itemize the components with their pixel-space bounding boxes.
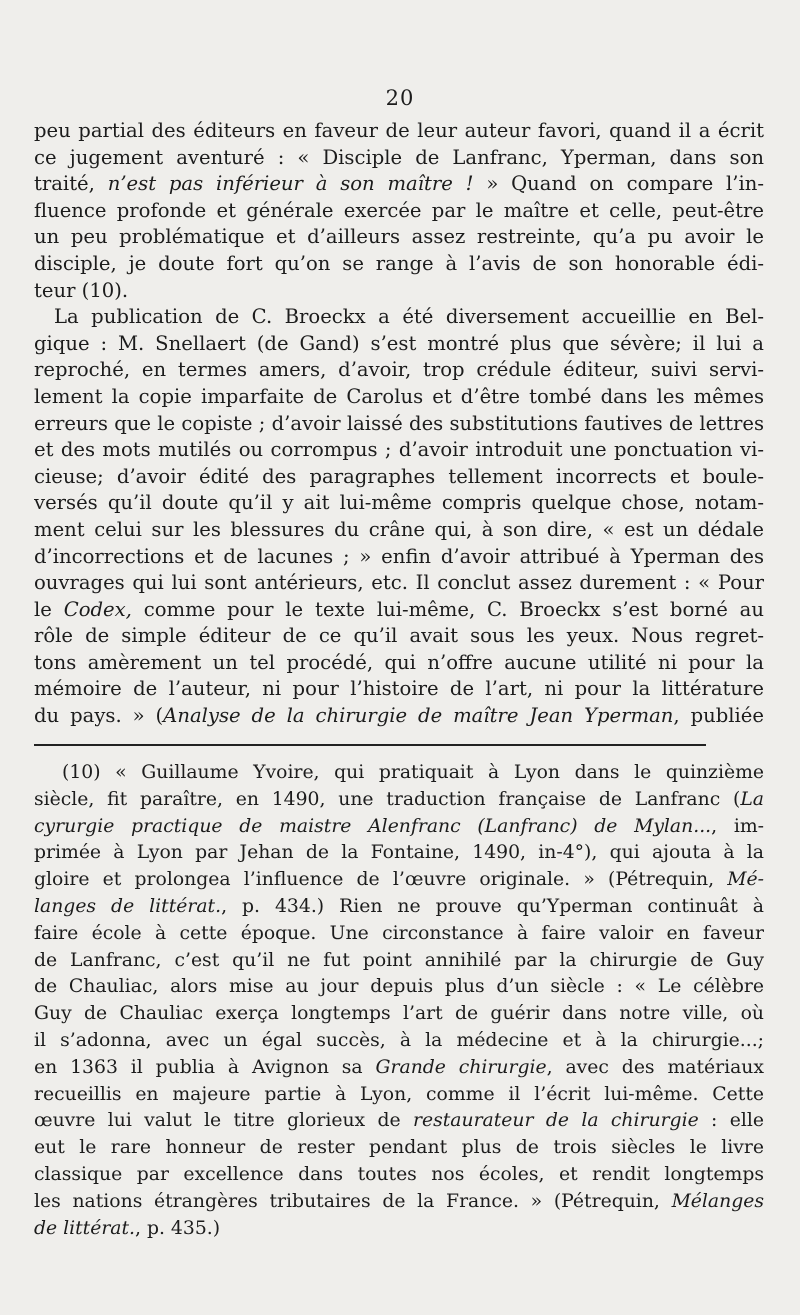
footnote-line: cyrurgie practique de maistre Alenfranc (Lanfranc) de Mylan..., im- bbox=[34, 815, 764, 837]
footnote-line: primée à Lyon par Jehan de la Fontaine, 1490, in-4°), qui ajouta à la bbox=[34, 842, 764, 864]
text-line: tons amèrement un tel procédé, qui n’offre aucune utilité ni pour la bbox=[34, 650, 764, 674]
text-line: lement la copie imparfaite de Carolus et d’être tombé dans les mêmes bbox=[34, 384, 764, 408]
text-line: et des mots mutilés ou corrompus ; d’avoir introduit une ponctuation vi- bbox=[34, 438, 764, 462]
page-number: 20 bbox=[385, 86, 415, 110]
text-line: teur (10). bbox=[34, 278, 129, 302]
footnote-line: de littérat., p. 435.) bbox=[34, 1217, 221, 1239]
footnote-line: langes de littérat., p. 434.) Rien ne prouve qu’Yperman continuât à bbox=[34, 895, 764, 917]
text-line: rôle de simple éditeur de ce qu’il avait sous les yeux. Nous regret- bbox=[34, 624, 764, 648]
footnote-line: en 1363 il publia à Avignon sa Grande chirurgie, avec des matériaux bbox=[34, 1056, 764, 1078]
footnote-line: de Chauliac, alors mise au jour depuis plus d’un siècle : « Le célèbre bbox=[34, 976, 764, 998]
footnote-separator bbox=[34, 744, 706, 746]
footnote-line: faire école à cette époque. Une circonstance à faire valoir en faveur bbox=[34, 922, 764, 944]
footnote-line: siècle, fit paraître, en 1490, une traduction française de Lanfranc (La bbox=[34, 788, 764, 810]
text-line: La publication de C. Broeckx a été diversement accueillie en Bel- bbox=[54, 305, 764, 329]
text-line: fluence profonde et générale exercée par le maître et celle, peut-être bbox=[34, 198, 764, 222]
footnote-line: gloire et prolongea l’influence de l’œuvre originale. » (Pétrequin, Mé- bbox=[34, 869, 764, 891]
text-line: le Codex, comme pour le texte lui-même, C. Broeckx s’est borné au bbox=[34, 597, 764, 621]
text-line: ce jugement aventuré : « Disciple de Lanfranc, Yperman, dans son bbox=[34, 145, 764, 169]
footnote-line: (10) « Guillaume Yvoire, qui pratiquait à Lyon dans le quinzième bbox=[62, 762, 764, 783]
text-line: d’incorrections et de lacunes ; » enfin d’avoir attribué à Yperman des bbox=[34, 544, 764, 568]
text-line: gique : M. Snellaert (de Gand) s’est montré plus que sévère; il lui a bbox=[34, 331, 764, 355]
text-line: du pays. » (Analyse de la chirurgie de maître Jean Yperman, publiée bbox=[34, 704, 764, 728]
footnote-line: de Lanfranc, c’est qu’il ne fut point annihilé par la chirurgie de Guy bbox=[34, 949, 764, 971]
text-line: traité, n’est pas inférieur à son maître ! » Quand on compare l’in- bbox=[34, 172, 764, 196]
text-line: versés qu’il doute qu’il y ait lui-même compris quelque chose, notam- bbox=[34, 491, 764, 515]
footnote-line: Guy de Chauliac exerça longtemps l’art de guérir dans notre ville, où bbox=[34, 1003, 764, 1025]
footnote bbox=[34, 760, 764, 1242]
footnote-line: il s’adonna, avec un égal succès, à la médecine et à la chirurgie...; bbox=[34, 1029, 764, 1051]
text-line: disciple, je doute fort qu’on se range à l’avis de son honorable édi- bbox=[34, 251, 764, 275]
footnote-line: les nations étrangères tributaires de la France. » (Pétrequin, Mélanges bbox=[34, 1190, 764, 1212]
footnote-line: œuvre lui valut le titre glorieux de restaurateur de la chirurgie : elle bbox=[34, 1110, 764, 1132]
footnote-line: eut le rare honneur de rester pendant plus de trois siècles le livre bbox=[34, 1137, 764, 1159]
text-line: peu partial des éditeurs en faveur de leur auteur favori, quand il a écrit bbox=[34, 119, 764, 142]
text-line: reproché, en termes amers, d’avoir, trop crédule éditeur, suivi servi- bbox=[34, 358, 764, 382]
text-line: un peu problématique et d’ailleurs assez restreinte, qu’a pu avoir le bbox=[34, 225, 764, 249]
footnote-line: classique par excellence dans toutes nos écoles, et rendit longtemps bbox=[34, 1163, 764, 1185]
main-text bbox=[34, 118, 764, 730]
text-line: ment celui sur les blessures du crâne qui, à son dire, « est un dédale bbox=[34, 517, 764, 541]
text-line: mémoire de l’auteur, ni pour l’histoire de l’art, ni pour la littérature bbox=[34, 677, 764, 701]
text-line: erreurs que le copiste ; d’avoir laissé des substitutions fautives de lettres bbox=[34, 411, 764, 435]
text-line: ouvrages qui lui sont antérieurs, etc. Il conclut assez durement : « Pour bbox=[34, 571, 764, 595]
text-line: cieuse; d’avoir édité des paragraphes tellement incorrects et boule- bbox=[34, 464, 764, 488]
footnote-line: recueillis en majeure partie à Lyon, comme il l’écrit lui-même. Cette bbox=[34, 1083, 764, 1105]
